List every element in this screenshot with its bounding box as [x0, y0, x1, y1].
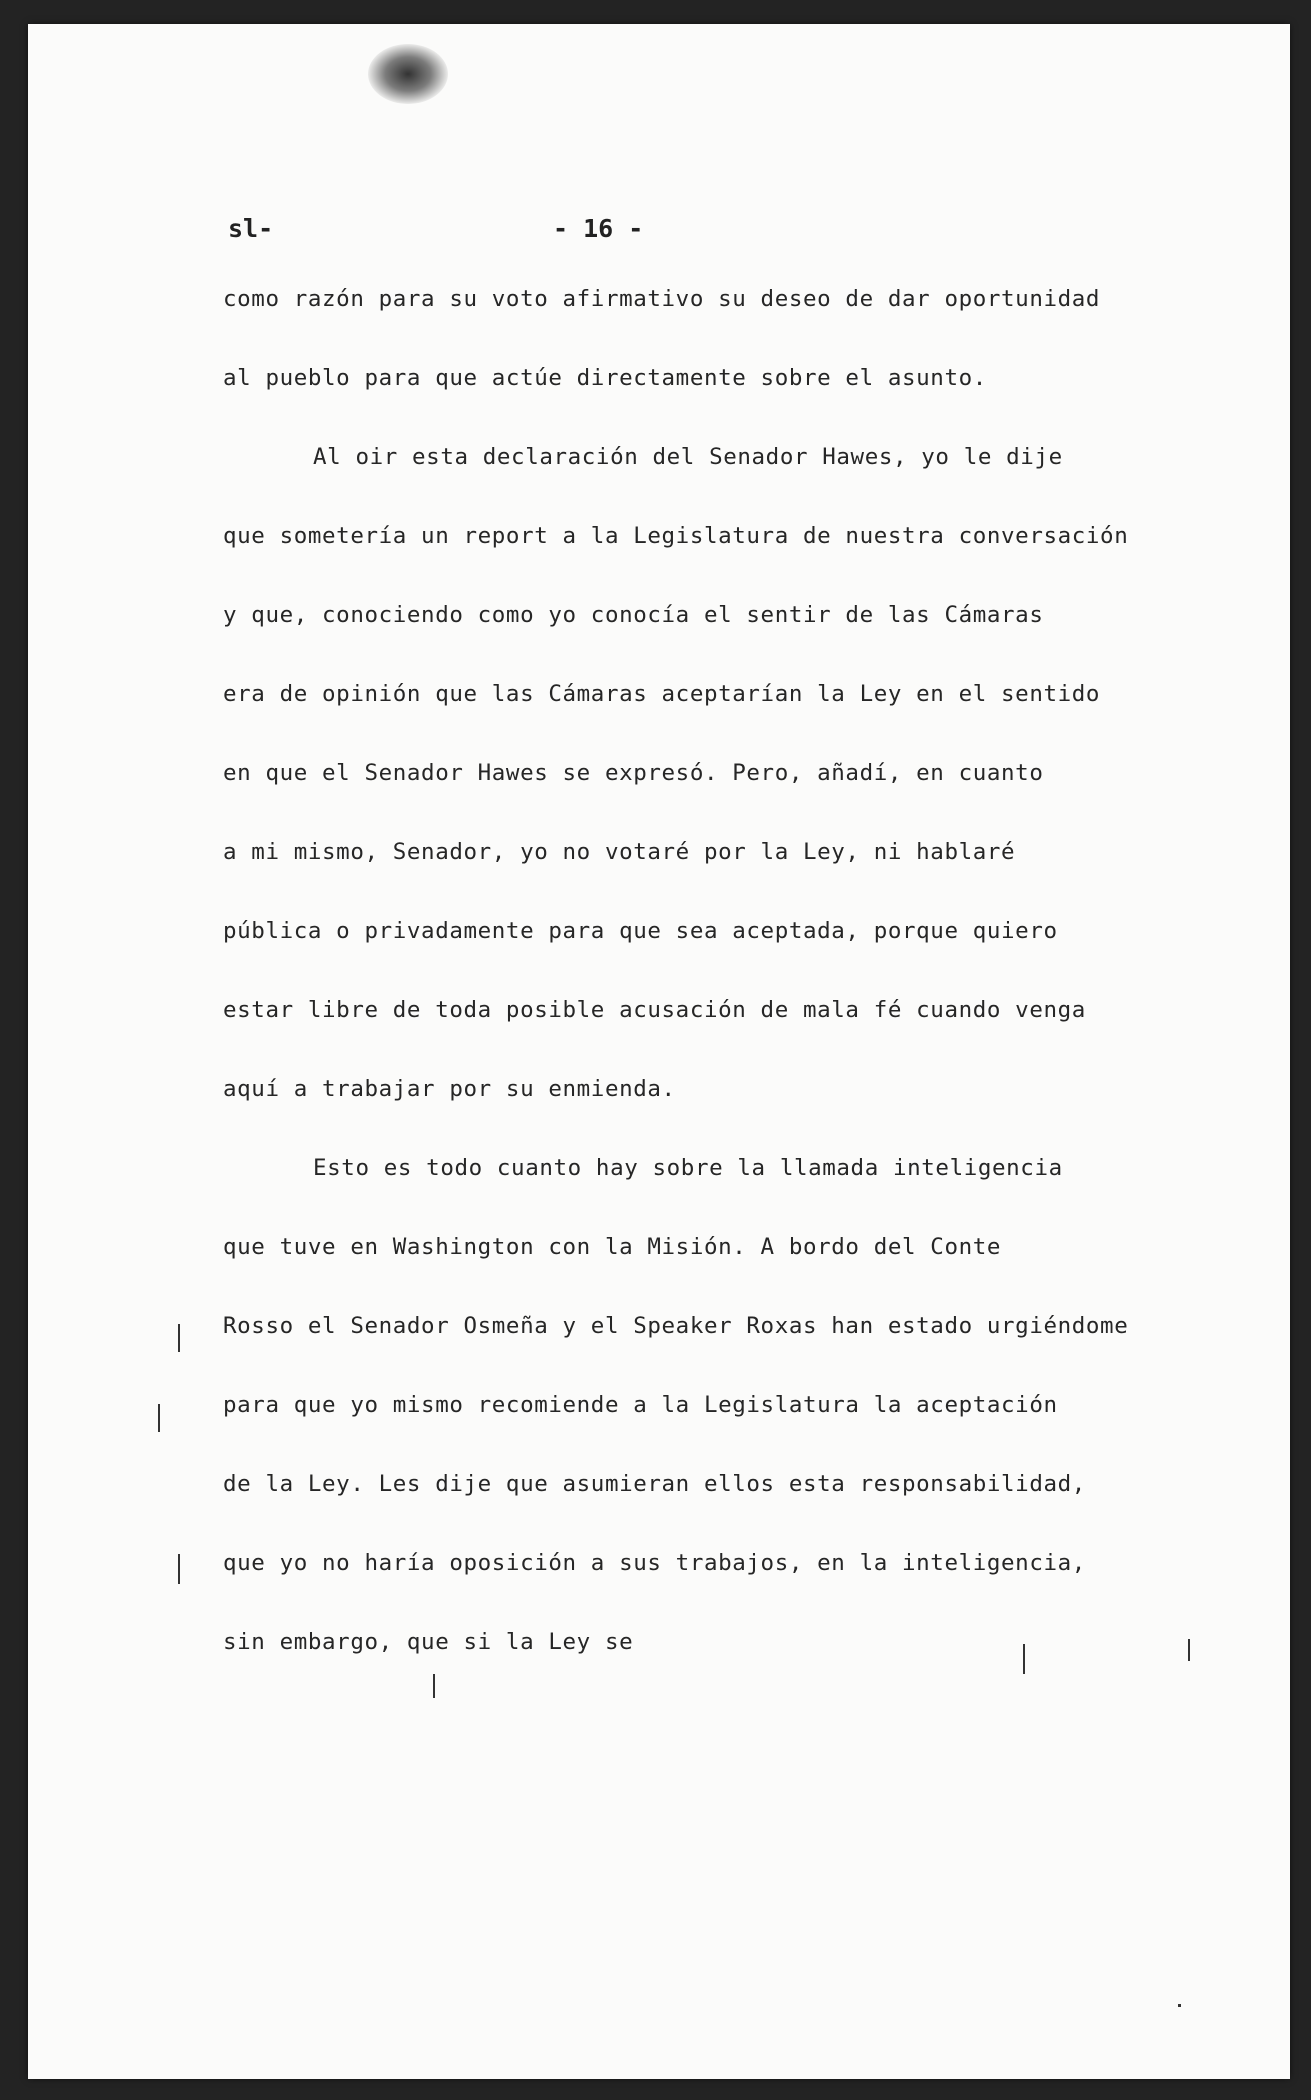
text-line: que sometería un report a la Legislatura de nuestra conversación: [223, 523, 1129, 549]
scan-artifact: [1023, 1644, 1025, 1674]
text-line: al pueblo para que actúe directamente sobre el asunto.: [223, 365, 987, 391]
text-line: a mi mismo, Senador, yo no votaré por la Ley, ni hablaré: [223, 839, 1016, 865]
text-line: de la Ley. Les dije que asumieran ellos esta responsabilidad,: [223, 1471, 1086, 1497]
text-line: que tuve en Washington con la Misión. A bordo del Conte: [223, 1234, 1002, 1260]
document-body: [223, 284, 1263, 1706]
ink-smudge: [368, 44, 448, 104]
text-line: en que el Senador Hawes se expresó. Pero, añadí, en cuanto: [223, 760, 1044, 786]
scan-artifact: [158, 1404, 160, 1432]
text-line: aquí a trabajar por su enmienda.: [223, 1076, 676, 1102]
text-line: estar libre de toda posible acusación de mala fé cuando venga: [223, 997, 1086, 1023]
page-number: - 16 -: [553, 214, 644, 243]
text-line: Esto es todo cuanto hay sobre la llamada inteligencia: [313, 1155, 1063, 1181]
scan-artifact: [178, 1324, 180, 1352]
text-line: pública o privadamente para que sea aceptada, porque quiero: [223, 918, 1058, 944]
scan-artifact: [1178, 2004, 1181, 2007]
scan-artifact: [1188, 1639, 1190, 1661]
text-line: Rosso el Senador Osmeña y el Speaker Roxas han estado urgiéndome: [223, 1313, 1129, 1339]
text-line: Al oir esta declaración del Senador Hawes, yo le dije: [313, 444, 1063, 470]
text-line: sin embargo, que si la Ley se: [223, 1629, 634, 1655]
reference-mark: sl-: [228, 214, 274, 243]
document-page: [28, 24, 1290, 2079]
text-line: era de opinión que las Cámaras aceptarían la Ley en el sentido: [223, 681, 1101, 707]
scan-artifact: [433, 1674, 435, 1698]
page-header: [28, 214, 1290, 254]
text-line: y que, conociendo como yo conocía el sentir de las Cámaras: [223, 602, 1044, 628]
scan-artifact: [178, 1554, 180, 1584]
text-line: para que yo mismo recomiende a la Legislatura la aceptación: [223, 1392, 1058, 1418]
text-line: como razón para su voto afirmativo su deseo de dar oportunidad: [223, 286, 1101, 312]
text-line: que yo no haría oposición a sus trabajos, en la inteligencia,: [223, 1550, 1086, 1576]
